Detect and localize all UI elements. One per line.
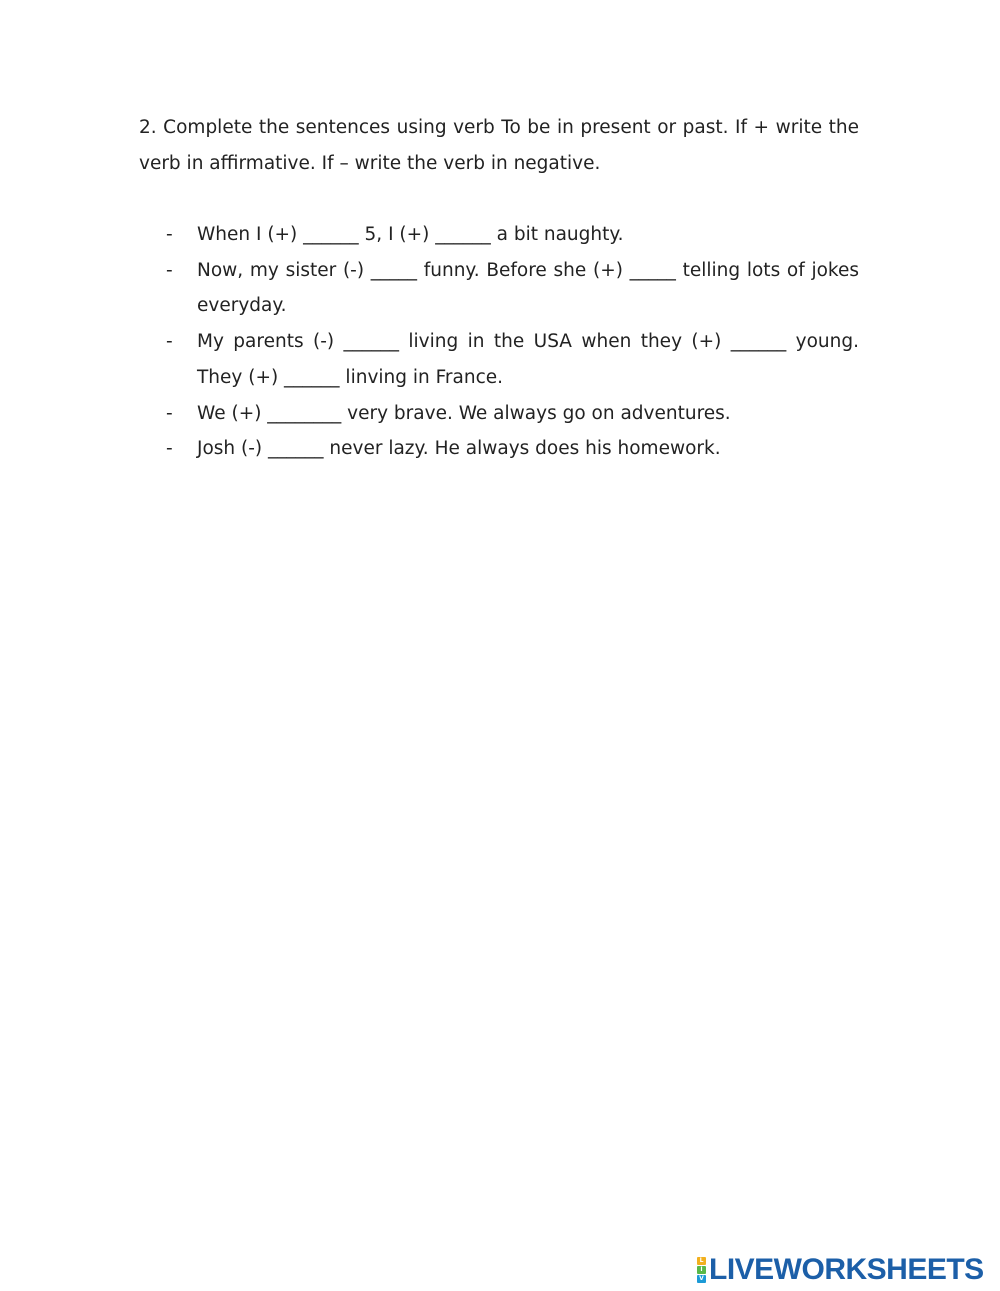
exercise-item-2 (166, 253, 859, 324)
bullet-dash: - (166, 259, 173, 281)
logo-mark-block-l: L (697, 1257, 706, 1265)
bullet-dash: - (166, 224, 173, 245)
logo-mark-block-i: I (697, 1266, 706, 1274)
exercise-list (166, 217, 859, 467)
instructions-text: 2. Complete the sentences using verb To be in present or past. If + write the verb in affirmative. If – write the verb in negative. (139, 117, 859, 174)
bullet-dash: - (166, 331, 173, 353)
exercise-item-3 (166, 324, 859, 395)
exercise-sentence: When I (+) ______ 5, I (+) ______ a bit naughty. (197, 224, 624, 245)
liveworksheets-logo[interactable] (697, 1254, 984, 1286)
logo-wordmark: LIVEWORKSHEETS (709, 1253, 984, 1286)
bullet-dash: - (166, 438, 173, 460)
exercise-item-4 (166, 396, 859, 432)
exercise-item-1 (166, 217, 859, 253)
exercise-sentence: My parents (-) ______ living in the USA when they (+) ______ young. They (+) ______ linving in France. (197, 331, 859, 388)
logo-mark-block-v: V (697, 1275, 706, 1283)
exercise-item-5 (166, 431, 859, 467)
exercise-sentence: Josh (-) ______ never lazy. He always does his homework. (197, 438, 721, 460)
exercise-sentence: Now, my sister (-) _____ funny. Before she (+) _____ telling lots of jokes everyday. (197, 259, 859, 317)
bullet-dash: - (166, 402, 173, 424)
logo-mark-icon (697, 1257, 706, 1283)
exercise-sentence: We (+) ________ very brave. We always go on adventures. (197, 402, 731, 424)
